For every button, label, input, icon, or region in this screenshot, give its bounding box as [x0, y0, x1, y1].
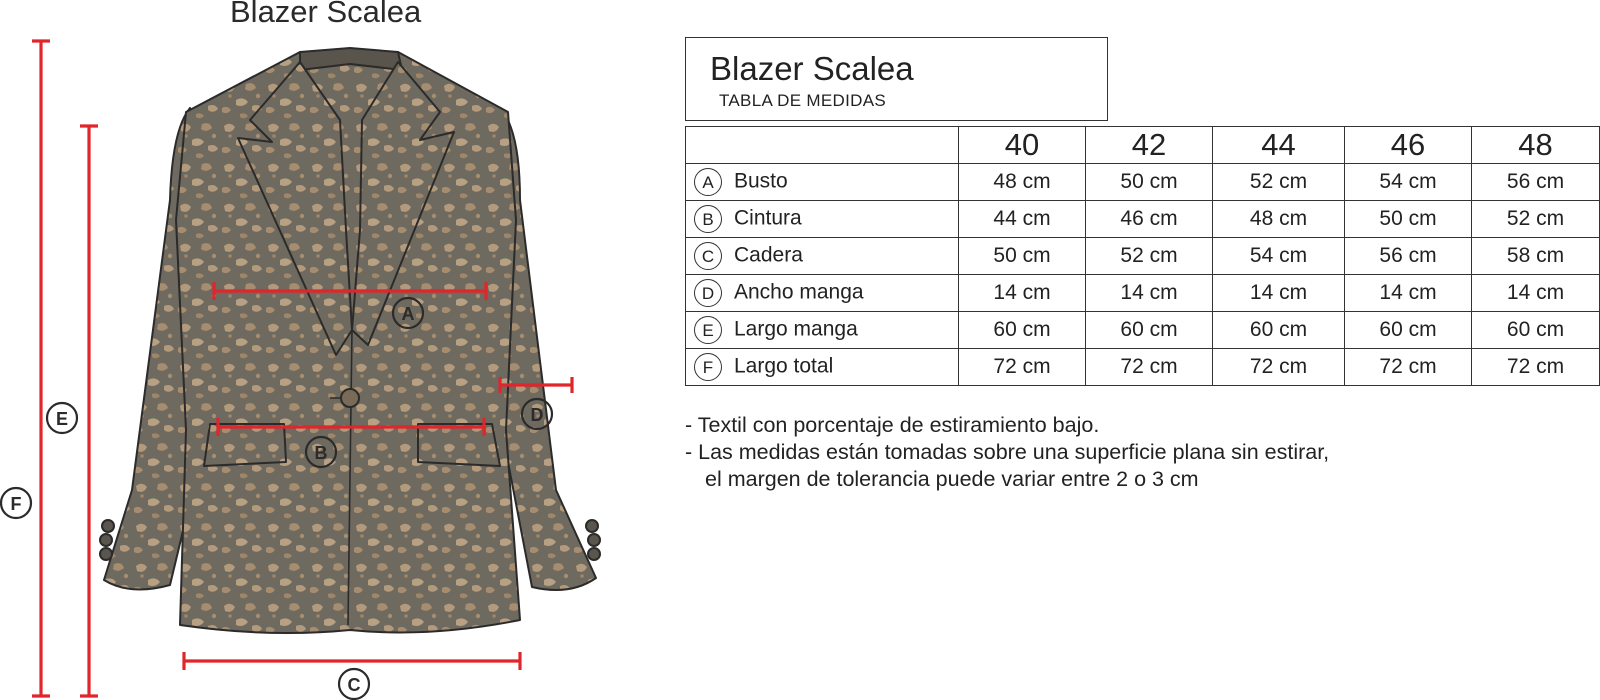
table-cell: 48 cm	[959, 164, 1086, 201]
table-cell: 50 cm	[959, 238, 1086, 275]
note-line: - Textil con porcentaje de estiramiento bajo.	[685, 413, 1100, 437]
table-cell: 60 cm	[1086, 312, 1213, 349]
size-header-row	[686, 127, 1600, 164]
left-pocket-flap	[204, 424, 286, 466]
size-header: 44	[1213, 127, 1345, 164]
row-label: Cadera	[734, 243, 803, 267]
marker-e-label: E	[55, 409, 69, 429]
size-header: 42	[1086, 127, 1213, 164]
size-chart-header	[685, 37, 1108, 121]
product-title: Blazer Scalea	[230, 0, 422, 29]
table-cell: 72 cm	[1345, 349, 1472, 386]
table-row	[686, 164, 1600, 201]
marker-b-label: B	[314, 443, 328, 463]
table-cell: 14 cm	[1472, 275, 1600, 312]
table-cell: 56 cm	[1472, 164, 1600, 201]
marker-f	[1, 488, 31, 518]
table-cell: 56 cm	[1345, 238, 1472, 275]
header-title: Blazer Scalea	[710, 50, 914, 87]
row-letter-badge: B	[694, 205, 722, 233]
table-row	[686, 201, 1600, 238]
table-row	[686, 312, 1600, 349]
blazer-body	[176, 52, 520, 633]
notes	[685, 412, 1329, 493]
note-line: - Las medidas están tomadas sobre una superficie plana sin estirar,	[685, 440, 1330, 464]
table-cell: 44 cm	[959, 201, 1086, 238]
size-header: 40	[959, 127, 1086, 164]
table-cell: 52 cm	[1086, 238, 1213, 275]
size-header: 48	[1472, 127, 1600, 164]
table-row	[686, 349, 1600, 386]
header-subtitle: TABLA DE MEDIDAS	[719, 91, 886, 110]
row-label-cell	[686, 275, 959, 312]
table-cell: 72 cm	[1086, 349, 1213, 386]
table-cell: 48 cm	[1213, 201, 1345, 238]
marker-c	[339, 669, 369, 699]
table-cell: 54 cm	[1213, 238, 1345, 275]
table-cell: 60 cm	[1472, 312, 1600, 349]
size-header: 46	[1345, 127, 1472, 164]
size-table	[685, 126, 1600, 386]
table-row	[686, 238, 1600, 275]
row-label: Largo total	[734, 354, 834, 378]
row-letter-badge: D	[694, 279, 722, 307]
row-label-cell	[686, 312, 959, 349]
marker-c-label: C	[347, 675, 361, 695]
table-cell: 50 cm	[1345, 201, 1472, 238]
marker-a-label: A	[401, 304, 415, 324]
table-cell: 14 cm	[1345, 275, 1472, 312]
table-row	[686, 275, 1600, 312]
front-button	[341, 389, 359, 407]
table-cell: 60 cm	[1213, 312, 1345, 349]
table-cell: 14 cm	[959, 275, 1086, 312]
row-letter-badge: F	[694, 353, 722, 381]
table-cell: 52 cm	[1213, 164, 1345, 201]
table-cell: 54 cm	[1345, 164, 1472, 201]
table-cell: 58 cm	[1472, 238, 1600, 275]
table-cell: 50 cm	[1086, 164, 1213, 201]
table-cell: 72 cm	[959, 349, 1086, 386]
note-line: el margen de tolerancia puede variar entre 2 o 3 cm	[705, 467, 1199, 491]
table-cell: 14 cm	[1213, 275, 1345, 312]
table-cell: 14 cm	[1086, 275, 1213, 312]
marker-d-label: D	[530, 405, 544, 425]
blazer-drawing	[100, 48, 600, 633]
row-label: Largo manga	[734, 317, 858, 341]
right-pocket-flap	[418, 424, 500, 466]
row-label: Ancho manga	[734, 280, 864, 304]
row-label-cell	[686, 238, 959, 275]
row-label-cell	[686, 349, 959, 386]
marker-f-label: F	[10, 494, 22, 514]
row-letter-badge: A	[694, 168, 722, 196]
row-letter-badge: E	[694, 316, 722, 344]
row-letter-badge: C	[694, 242, 722, 270]
table-cell: 52 cm	[1472, 201, 1600, 238]
blazer-measurement-diagram	[0, 0, 660, 700]
row-label: Cintura	[734, 206, 802, 230]
table-cell: 46 cm	[1086, 201, 1213, 238]
table-cell: 72 cm	[1472, 349, 1600, 386]
marker-e	[47, 403, 77, 433]
table-cell: 60 cm	[1345, 312, 1472, 349]
row-label-cell	[686, 164, 959, 201]
row-label-cell	[686, 201, 959, 238]
table-cell: 60 cm	[959, 312, 1086, 349]
row-label: Busto	[734, 169, 788, 193]
table-cell: 72 cm	[1213, 349, 1345, 386]
table-corner-cell	[686, 127, 959, 164]
